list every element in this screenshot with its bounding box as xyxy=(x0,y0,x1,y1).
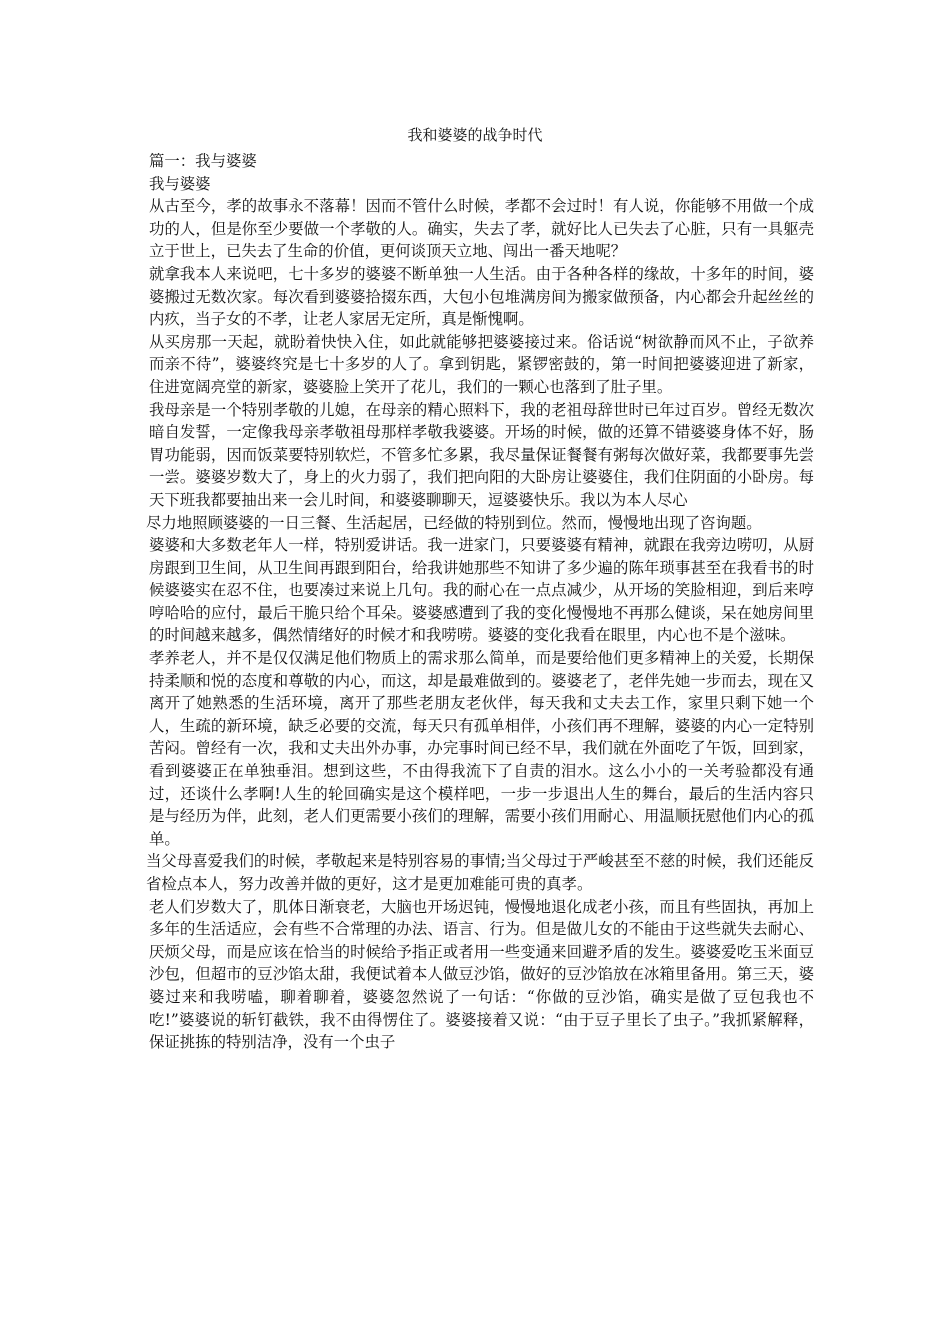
document-title: 我和婆婆的战争时代 xyxy=(407,126,543,144)
paragraph: 孝养老人，并不是仅仅满足他们物质上的需求那么简单，而是要给他们更多精神上的关爱，长期保持柔顺和悦的态度和尊敬的内心，而这，却是最难做到的。婆婆老了，老伴先她一步而去，现在又离开了她熟悉的生活环境，离开了那些老朋友老伙伴，每天我和丈夫去工作，家里只剩下她一个人，生疏的新环境，缺乏必要的交流，每天只有孤单相伴，小孩们再不理解，婆婆的内心一定特别苦闷。曾经有一次，我和丈夫出外办事，办完事时间已经不早，我们就在外面吃了午饭，回到家，看到婆婆正在单独垂泪。想到这些，不由得我流下了自责的泪水。这么小小的一关考验都没有通过，还谈什么孝啊!人生的轮回确实是这个模样吧，一步一步退出人生的舞台，最后的生活内容只是与经历为伴，此刻，老人们更需要小孩们的理解，需要小孩们用耐心、用温顺抚慰他们内心的孤单。 xyxy=(149,649,814,848)
document-body xyxy=(146,150,814,1054)
paragraph: 尽力地照顾婆婆的一日三餐、生活起居，已经做的特别到位。然而，慢慢地出现了咨询题。 xyxy=(146,513,762,532)
section-heading: 篇一：我与婆婆 xyxy=(149,152,257,170)
paragraph: 老人们岁数大了，肌体日渐衰老，大脑也开场迟钝，慢慢地退化成老小孩，而且有些固执，再加上多年的生活适应，会有些不合常理的办法、语言、行为。但是做儿女的不能由于这些就失去耐心、厌烦父母，而是应该在恰当的时候给予指正或者用一些变通来回避矛盾的发生。婆婆爱吃玉米面豆沙包，但超市的豆沙馅太甜，我便试着本人做豆沙馅，做好的豆沙馅放在冰箱里备用。第三天，婆婆过来和我唠嗑，聊着聊着，婆婆忽然说了一句话：“你做的豆沙馅，确实是做了豆包我也不吃!”婆婆说的斩钉截铁，我不由得愣住了。婆婆接着又说：“由于豆子里长了虫子。”我抓紧解释，保证挑拣的特别洁净，没有一个虫子 xyxy=(149,897,814,1052)
paragraph: 从买房那一天起，就盼着快快入住，如此就能够把婆婆接过来。俗话说“树欲静而风不止，子欲养而亲不待”，婆婆终究是七十多岁的人了。拿到钥匙，紧锣密鼓的，第一时间把婆婆迎进了新家，住进宽阔亮堂的新家，婆婆脸上笑开了花儿，我们的一颗心也落到了肚子里。 xyxy=(149,332,814,396)
sub-heading: 我与婆婆 xyxy=(149,174,211,193)
paragraph: 从古至今，孝的故事永不落幕！因而不管什么时候，孝都不会过时！有人说，你能够不用做一个成功的人，但是你至少要做一个孝敬的人。确实，失去了孝，就好比人已失去了心脏，只有一具躯壳立于世上，已失去了生命的价值，更何谈顶天立地、闯出一番天地呢？ xyxy=(149,197,814,261)
paragraph: 就拿我本人来说吧，七十多岁的婆婆不断单独一人生活。由于各种各样的缘故，十多年的时间，婆婆搬过无数次家。每次看到婆婆拾掇东西，大包小包堆满房间为搬家做预备，内心都会升起丝丝的内疚，当子女的不孝，让老人家居无定所，真是惭愧啊。 xyxy=(149,264,814,329)
paragraph: 婆婆和大多数老年人一样，特别爱讲话。我一进家门，只要婆婆有精神，就跟在我旁边唠叨，从厨房跟到卫生间，从卫生间再跟到阳台，给我讲她那些不知讲了多少遍的陈年琐事甚至在我看书的时候婆婆实在忍不住，也要凑过来说上几句。我的耐心在一点点减少，从开场的笑脸相迎，到后来哼哼哈哈的应付，最后干脆只给个耳朵。婆婆感遭到了我的变化慢慢地不再那么健谈，呆在她房间里的时间越来越多，偶然情绪好的时候才和我唠唠。婆婆的变化我看在眼里，内心也不是个滋味。 xyxy=(149,536,814,645)
paragraph: 当父母喜爱我们的时候，孝敬起来是特别容易的事情;当父母过于严峻甚至不慈的时候，我们还能反省检点本人，努力改善并做的更好，这才是更加难能可贵的真孝。 xyxy=(146,852,814,893)
paragraph: 我母亲是一个特别孝敬的儿媳，在母亲的精心照料下，我的老祖母辞世时已年过百岁。曾经无数次暗自发誓，一定像我母亲孝敬祖母那样孝敬我婆婆。开场的时候，做的还算不错婆婆身体不好，肠胃功能弱，因而饭菜要特别软烂，不管多忙多累，我尽量保证餐餐有粥每次做好菜，我都要事先尝一尝。婆婆岁数大了，身上的火力弱了，我们把向阳的大卧房让婆婆住，我们住阴面的小卧房。每天下班我都要抽出来一会儿时间，和婆婆聊聊天，逗婆婆快乐。我以为本人尽心 xyxy=(149,400,814,509)
